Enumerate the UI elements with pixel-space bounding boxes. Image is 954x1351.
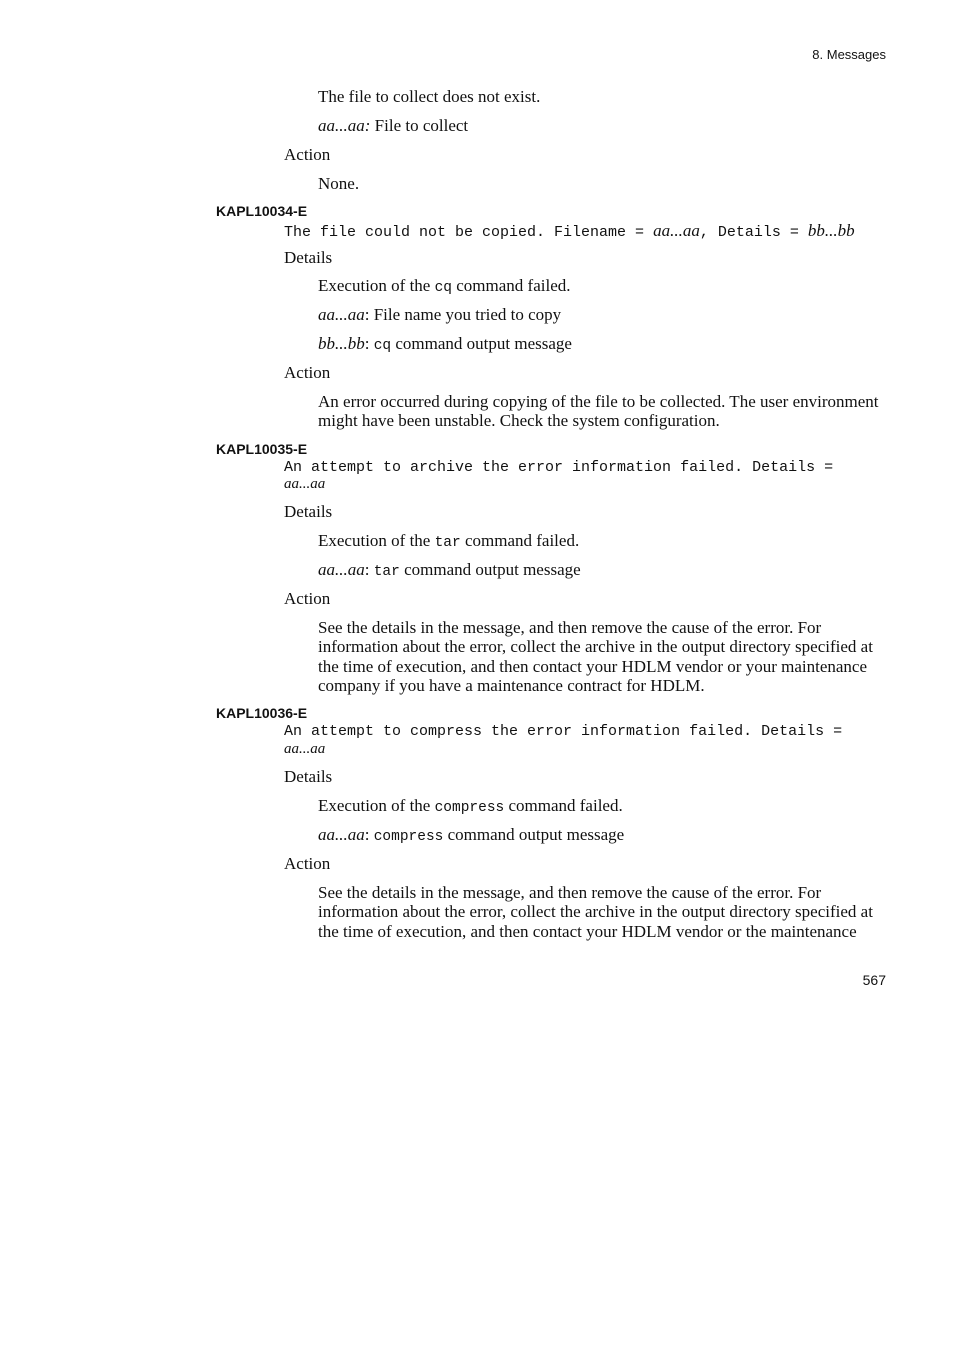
action-paragraph bbox=[318, 883, 873, 941]
variable-name: aa...aa: bbox=[318, 116, 371, 135]
command-name: cq bbox=[434, 280, 453, 296]
message-variable: aa...aa bbox=[284, 476, 326, 492]
details-label: Details bbox=[284, 248, 333, 267]
detail-text: command output message bbox=[399, 560, 581, 579]
message-part: , Details = bbox=[699, 224, 808, 241]
variable-name: aa...aa bbox=[318, 560, 365, 579]
detail-text: Execution of the bbox=[318, 276, 435, 295]
message-id: KAPL10036-E bbox=[216, 705, 308, 721]
detail-text: : File name you tried to copy bbox=[364, 305, 562, 324]
command-name: cq bbox=[373, 338, 392, 354]
running-header: 8. Messages bbox=[812, 47, 886, 62]
detail-text: command output message bbox=[391, 334, 572, 353]
message-variable-line bbox=[284, 741, 325, 758]
detail-line bbox=[318, 305, 561, 324]
message-id: KAPL10035-E bbox=[216, 441, 308, 457]
action-line: the time of execution, and then contact your HDLM vendor or the maintenance bbox=[318, 921, 857, 941]
command-name: compress bbox=[373, 829, 444, 845]
message-part: The file could not be copied. Filename = bbox=[284, 224, 654, 241]
detail-text: command failed. bbox=[460, 531, 580, 550]
detail-text: Execution of the bbox=[318, 796, 435, 815]
action-label: Action bbox=[284, 589, 331, 608]
detail-line bbox=[318, 825, 624, 847]
message-text: An attempt to archive the error information failed. Details = bbox=[284, 459, 834, 476]
detail-text: Execution of the bbox=[318, 531, 435, 550]
message-variable-line bbox=[284, 476, 325, 493]
detail-text: command output message bbox=[443, 825, 625, 844]
detail-text: : bbox=[364, 560, 374, 579]
message-variable: aa...aa bbox=[653, 221, 700, 240]
variable-description: File to collect bbox=[370, 116, 469, 135]
detail-line bbox=[318, 531, 579, 553]
detail-line bbox=[318, 560, 581, 582]
action-line: information about the error, collect the archive in the output directory specified at bbox=[318, 902, 873, 922]
action-line: See the details in the message, and then remove the cause of the error. For bbox=[318, 618, 822, 637]
message-variable: bb...bb bbox=[807, 221, 855, 240]
action-paragraph bbox=[318, 392, 879, 431]
detail-text: command failed. bbox=[504, 796, 623, 815]
command-name: compress bbox=[434, 800, 505, 816]
action-line: the time of execution, and then contact your HDLM vendor or your maintenance bbox=[318, 656, 868, 676]
action-label: Action bbox=[284, 854, 331, 873]
page-number: 567 bbox=[862, 972, 886, 988]
action-line: might have been unstable. Check the system configuration. bbox=[318, 411, 720, 431]
top-description: The file to collect does not exist. bbox=[318, 87, 541, 106]
variable-name: bb...bb bbox=[318, 334, 365, 353]
action-line: An error occurred during copying of the file to be collected. The user environment bbox=[318, 392, 879, 411]
action-line: information about the error, collect the archive in the output directory specified at bbox=[318, 637, 873, 657]
action-line: See the details in the message, and then remove the cause of the error. For bbox=[318, 883, 822, 902]
detail-text: command failed. bbox=[452, 276, 571, 295]
command-name: tar bbox=[434, 535, 461, 551]
detail-line bbox=[318, 796, 623, 818]
action-label: Action bbox=[284, 363, 331, 382]
action-line: company if you have a maintenance contract for HDLM. bbox=[318, 676, 705, 696]
detail-text: : bbox=[364, 334, 374, 353]
detail-line bbox=[318, 276, 571, 298]
detail-line bbox=[318, 334, 572, 356]
message-text bbox=[284, 221, 855, 241]
action-paragraph bbox=[318, 618, 873, 696]
variable-name: aa...aa bbox=[318, 825, 365, 844]
details-label: Details bbox=[284, 767, 333, 786]
message-id: KAPL10034-E bbox=[216, 203, 308, 219]
message-variable: aa...aa bbox=[284, 741, 326, 757]
top-variable-line bbox=[318, 116, 468, 135]
action-text: None. bbox=[318, 174, 360, 193]
details-label: Details bbox=[284, 502, 333, 521]
command-name: tar bbox=[373, 564, 400, 580]
action-label: Action bbox=[284, 145, 331, 164]
variable-name: aa...aa bbox=[318, 305, 365, 324]
message-text: An attempt to compress the error information failed. Details = bbox=[284, 723, 843, 740]
detail-text: : bbox=[364, 825, 374, 844]
